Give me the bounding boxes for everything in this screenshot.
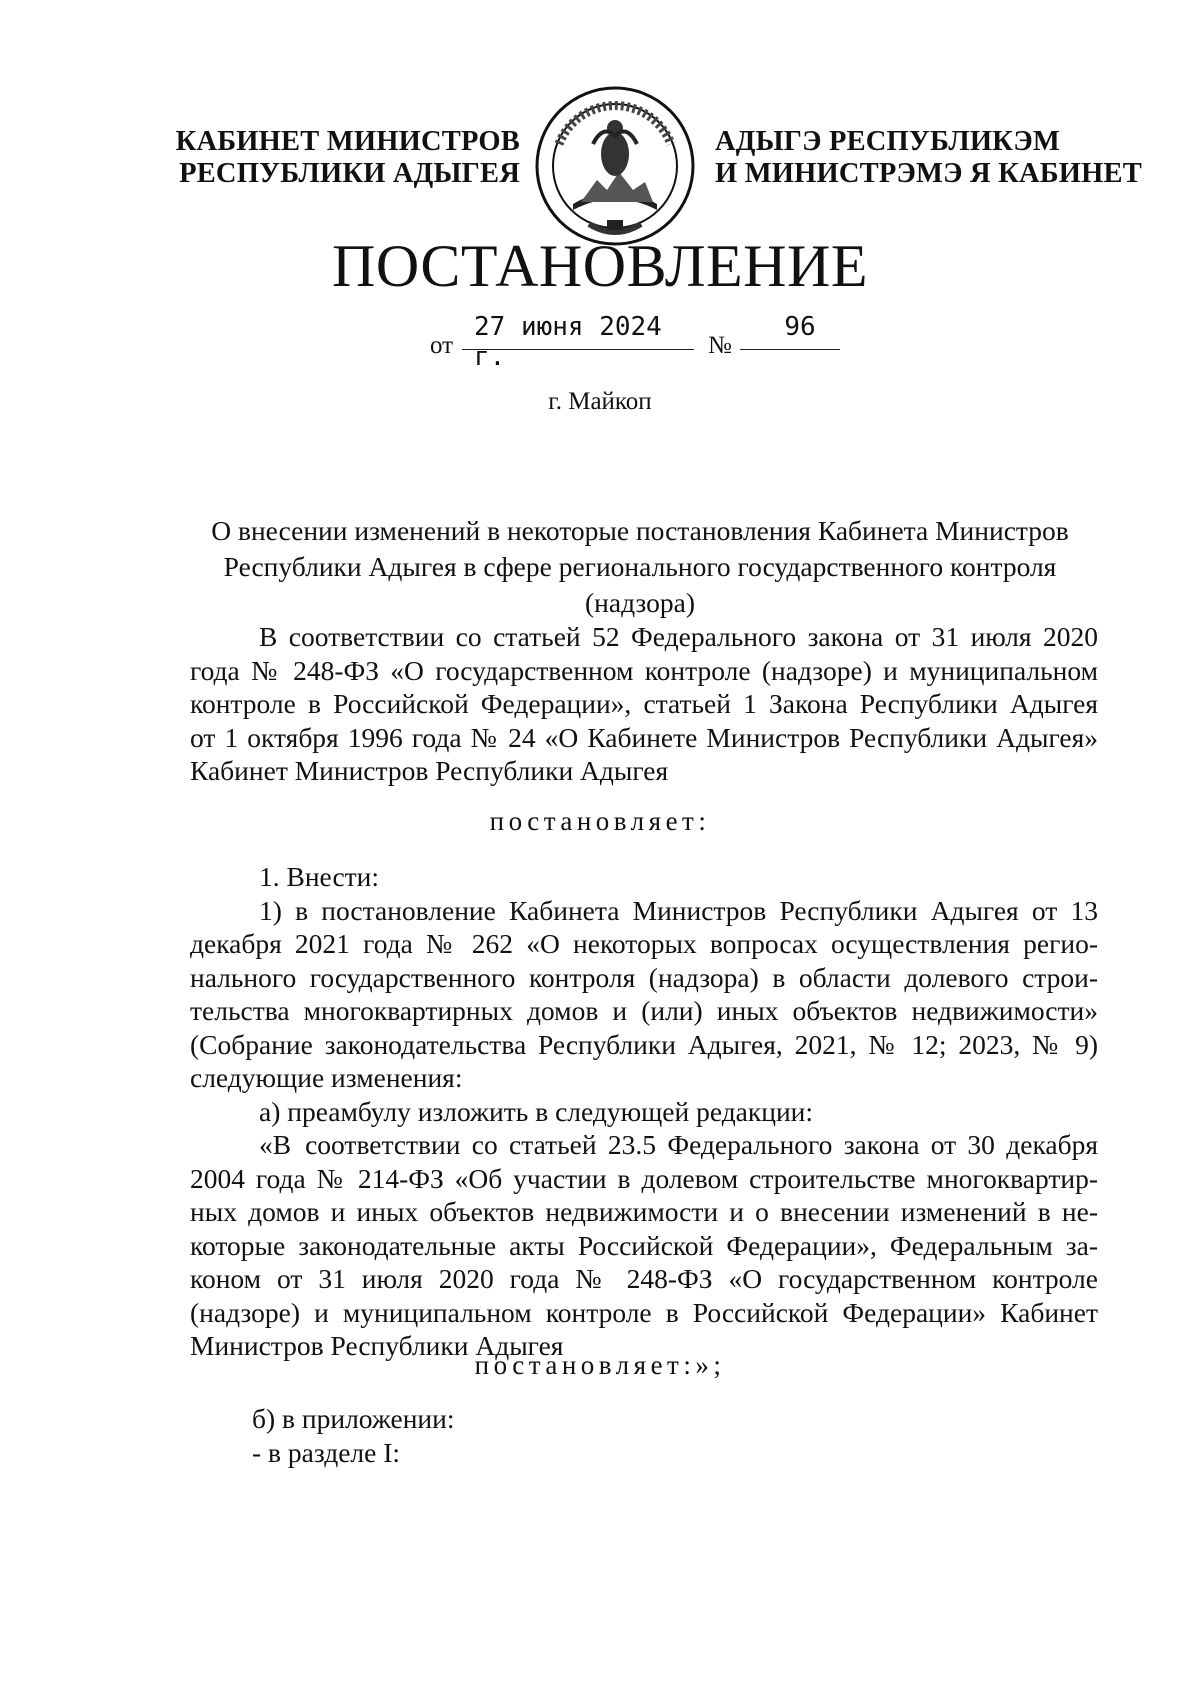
text-line: которые законодательные акты Российской Федерации», Федеральным за- (190, 1229, 1098, 1261)
text-line: 2004 года № 214-ФЗ «Об участии в долевом строительстве многоквартир- (190, 1162, 1098, 1194)
document-subject (180, 513, 1100, 621)
subject-line: О внесении изменений в некоторые постановления Кабинета Министров (211, 515, 1069, 546)
city-of-issue: г. Майкоп (548, 388, 652, 415)
republic-adygea-coat-of-arms-icon (533, 84, 697, 248)
text-line: от 1 октября 1996 года № 24 «О Кабинете Министров Республики Адыгея» (190, 721, 1098, 753)
text-line: Министров Республики Адыгея (190, 1330, 564, 1361)
text-line: В соответствии со статьей 52 Федерального закона от 31 июля 2020 (259, 621, 1098, 652)
number-label: № (708, 332, 732, 359)
document-type-title: ПОСТАНОВЛЕНИЕ (332, 233, 868, 299)
date-number-line (0, 312, 1200, 372)
text-line: декабря 2021 года № 262 «О некоторых вопросах осуществления регио- (190, 928, 1098, 959)
text-line: года № 248-ФЗ «О государственном контроле (надзоре) и муниципальном (190, 654, 1098, 686)
subject-line: Республики Адыгея в сфере регионального государственного контроля (223, 551, 1057, 582)
text-line: 1) в постановление Кабинета Министров Республики Адыгея от 13 (259, 894, 1098, 926)
text-line: коном от 31 июля 2020 года № 248-ФЗ «О государственном контроле (190, 1263, 1098, 1294)
document-number: 96 (740, 312, 840, 350)
date-label: от (430, 332, 454, 359)
document-date: 27 июня 2024 г. (462, 312, 694, 350)
item-heading: 1. Внести: (259, 861, 380, 892)
text-line: нального государственного контроля (надзора) в области долевого строи- (190, 961, 1098, 993)
issuer-name-line: И МИНИСТРЭМЭ Я КАБИНЕТ (715, 158, 1142, 189)
quote-line-rest: соответствии со статьей 23.5 Федерального закона от 30 декабря (305, 1129, 1098, 1160)
text-line: (надзоре) и муниципальном контроле в Российской Федерации» Кабинет (190, 1296, 1098, 1328)
text-line: б) в приложении: (252, 1403, 455, 1434)
resolves-heading: постановляет: (489, 806, 711, 836)
text-line (190, 1128, 1098, 1162)
issuer-name-line: КАБИНЕТ МИНИСТРОВ (175, 126, 520, 157)
issuer-name-adyghe (715, 126, 1142, 190)
text-line: Кабинет Министров Республики Адыгея (190, 755, 669, 786)
quote-open-word: «В (259, 1129, 292, 1160)
text-line: контроле в Российской Федерации», статьей 1 Закона Республики Адыгея (190, 688, 1098, 719)
text-line: (Собрание законодательства Республики Адыгея, 2021, № 12; 2023, № 9) (190, 1028, 1098, 1060)
sub-item-a: а) преамбулу изложить в следующей редакции: (259, 1095, 814, 1127)
preamble-paragraph (190, 620, 1098, 788)
item-1-section (190, 860, 1098, 1363)
resolves-heading-quoted: постановляет:»; (474, 1350, 726, 1380)
issuer-name-line: РЕСПУБЛИКИ АДЫГЕЯ (179, 158, 520, 189)
text-line: ных домов и иных объектов недвижимости и о внесении изменений в не- (190, 1196, 1098, 1227)
issuer-name-line: АДЫГЭ РЕСПУБЛИКЭМ (715, 126, 1061, 157)
text-line: - в разделе I: (252, 1436, 401, 1468)
text-line: следующие изменения: (190, 1062, 463, 1093)
text-line: тельства многоквартирных домов и (или) иных объектов недвижимости» (190, 995, 1098, 1026)
subject-line: (надзора) (585, 587, 695, 618)
item-b-section (190, 1402, 1098, 1469)
issuer-name-russian (0, 126, 520, 190)
